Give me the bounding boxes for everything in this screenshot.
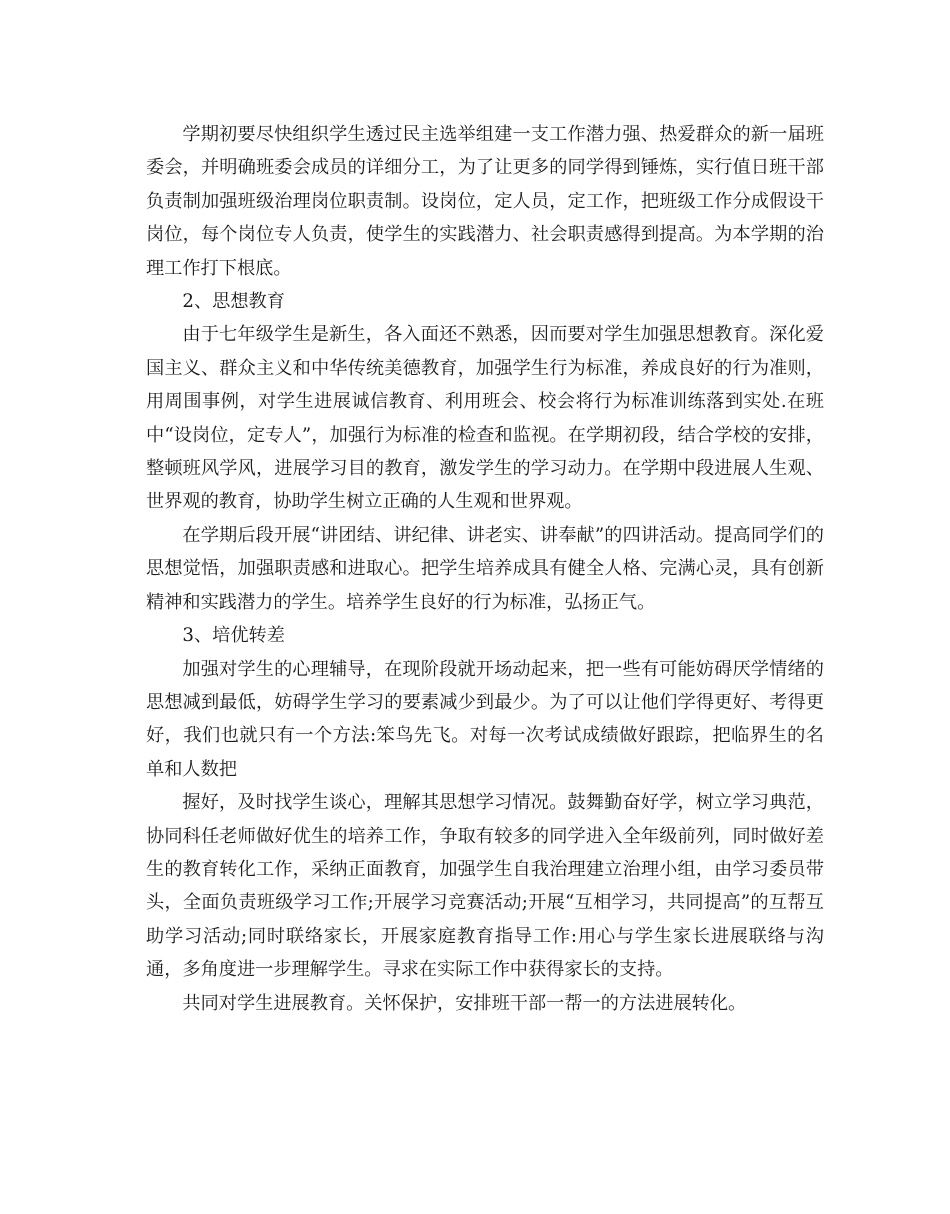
section-heading-cultivate-excellent: 3、培优转差	[182, 625, 285, 647]
paragraph-psychological-counseling: 加强对学生的心理辅导，在现阶段就开场动起来，把一些有可能妨碍厌学情绪的思想减到最低，妨碍学生学习的要素减少到最少。为了可以让他们学得更好、考得更好，我们也就只有一个方法:笨鸟先飞。对每一次考试成绩做好跟踪，把临界生的名单和人数把	[146, 658, 824, 780]
document-body	[146, 118, 824, 1020]
paragraph-student-talks: 握好，及时找学生谈心，理解其思想学习情况。鼓舞勤奋好学，树立学习典范，协同科任老师做好优生的培养工作，争取有较多的同学进入全年级前列，同时做好差生的教育转化工作，采纳正面教育，加强学生自我治理建立治理小组，由学习委员带头，全面负责班级学习工作;开展学习竞赛活动;开展“互相学习，共同提高”的互帮互助学习活动;同时联络家长，开展家庭教育指导工作:用心与学生家长进展联络与沟通，多角度进一步理解学生。寻求在实际工作中获得家长的支持。	[146, 792, 824, 981]
paragraph-joint-education: 共同对学生进展教育。关怀保护，安排班干部一帮一的方法进展转化。	[182, 992, 747, 1014]
paragraph-class-committee: 学期初要尽快组织学生透过民主选举组建一支工作潜力强、热爱群众的新一届班委会，并明确班委会成员的详细分工，为了让更多的同学得到锤炼，实行值日班干部负责制加强班级治理岗位职责制。设岗位，定人员，定工作，把班级工作分成假设干岗位，每个岗位专人负责，使学生的实践潜力、社会职责感得到提高。为本学期的治理工作打下根底。	[146, 124, 824, 279]
section-heading-ideological-education: 2、思想教育	[182, 291, 285, 313]
paragraph-ideological-education: 由于七年级学生是新生，各入面还不熟悉，因而要对学生加强思想教育。深化爱国主义、群众主义和中华传统美德教育，加强学生行为标准，养成良好的行为准则，用周围事例，对学生进展诚信教育、利用班会、校会将行为标准训练落到实处.在班中“设岗位，定专人”，加强行为标准的检查和监视。在学期初段，结合学校的安排，整顿班风学风，进展学习目的教育，激发学生的学习动力。在学期中段进展人生观、世界观的教育，协助学生树立正确的人生观和世界观。	[146, 324, 824, 513]
paragraph-four-talks-activity: 在学期后段开展“讲团结、讲纪律、讲老实、讲奉献”的四讲活动。提高同学们的思想觉悟，加强职责感和进取心。把学生培养成具有健全人格、完满心灵，具有创新精神和实践潜力的学生。培养学生良好的行为标准，弘扬正气。	[146, 524, 824, 613]
